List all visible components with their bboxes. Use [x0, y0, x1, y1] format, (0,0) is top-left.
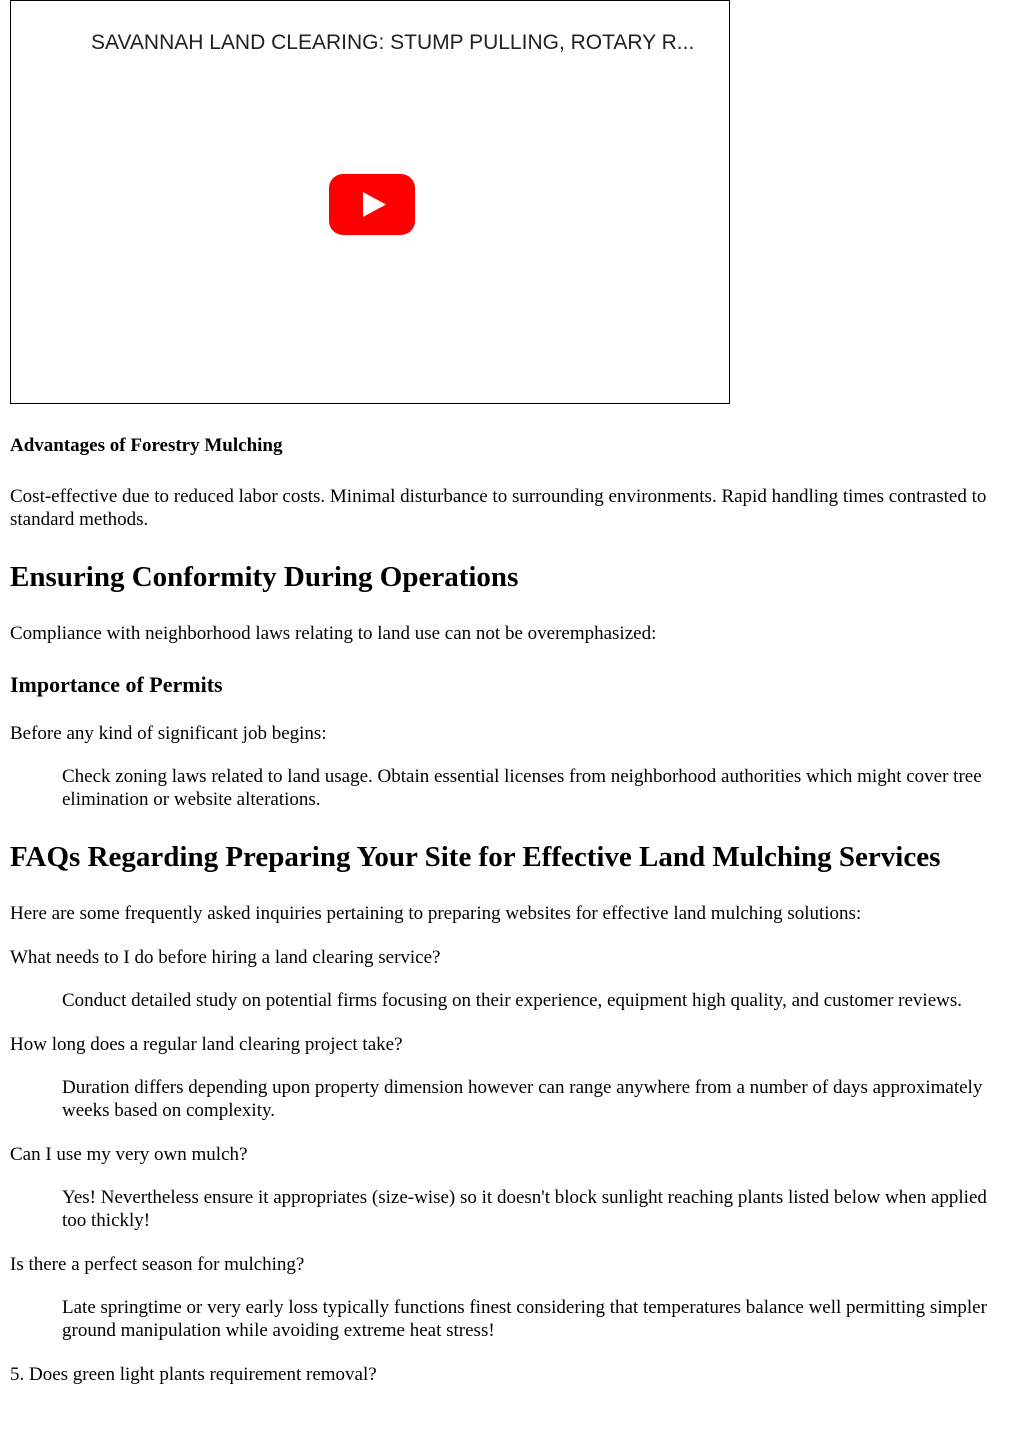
- faq-question-5: 5. Does green light plants requirement removal?: [10, 1364, 377, 1385]
- embedded-video[interactable]: [10, 0, 730, 404]
- faq-question-4: Is there a perfect season for mulching?: [10, 1254, 305, 1275]
- advantages-heading: Advantages of Forestry Mulching: [10, 435, 283, 456]
- conformity-intro: Compliance with neighborhood laws relating to land use can not be overemphasized:: [10, 623, 657, 644]
- faq-question-3: Can I use my very own mulch?: [10, 1144, 248, 1165]
- advantages-text: Cost-effective due to reduced labor costs. Minimal disturbance to surrounding environments. Rapid handling times contrasted to standard methods.: [10, 486, 987, 530]
- faq-heading: FAQs Regarding Preparing Your Site for Effective Land Mulching Services: [10, 841, 941, 873]
- faq-answer-1: Conduct detailed study on potential firms focusing on their experience, equipment high quality, and customer reviews.: [62, 990, 962, 1011]
- play-button-graphic: [329, 174, 415, 235]
- conformity-heading: Ensuring Conformity During Operations: [10, 561, 519, 593]
- video-title[interactable]: SAVANNAH LAND CLEARING: STUMP PULLING, ROTARY R...: [91, 31, 695, 54]
- faq-answer-4: Late springtime or very early loss typically functions finest considering that temperatures balance well permitting simpler ground manipulation while avoiding extreme heat stress!: [62, 1297, 987, 1341]
- faq-answer-2: Duration differs depending upon property dimension however can range anywhere from a number of days approximately weeks based on complexity.: [62, 1077, 983, 1121]
- youtube-play-icon[interactable]: [329, 174, 415, 235]
- permits-heading: Importance of Permits: [10, 672, 223, 697]
- faq-answer-3: Yes! Nevertheless ensure it appropriates (size-wise) so it doesn't block sunlight reaching plants listed below when applied too thickly!: [62, 1187, 987, 1231]
- faq-question-1: What needs to I do before hiring a land clearing service?: [10, 947, 441, 968]
- permits-quote: Check zoning laws related to land usage. Obtain essential licenses from neighborhood authorities which might cover tree elimination or website alterations.: [62, 766, 982, 810]
- faq-intro: Here are some frequently asked inquiries pertaining to preparing websites for effective land mulching solutions:: [10, 903, 862, 924]
- faq-question-2: How long does a regular land clearing project take?: [10, 1034, 403, 1055]
- article-content: [10, 404, 1014, 1386]
- permits-intro: Before any kind of significant job begins:: [10, 723, 327, 744]
